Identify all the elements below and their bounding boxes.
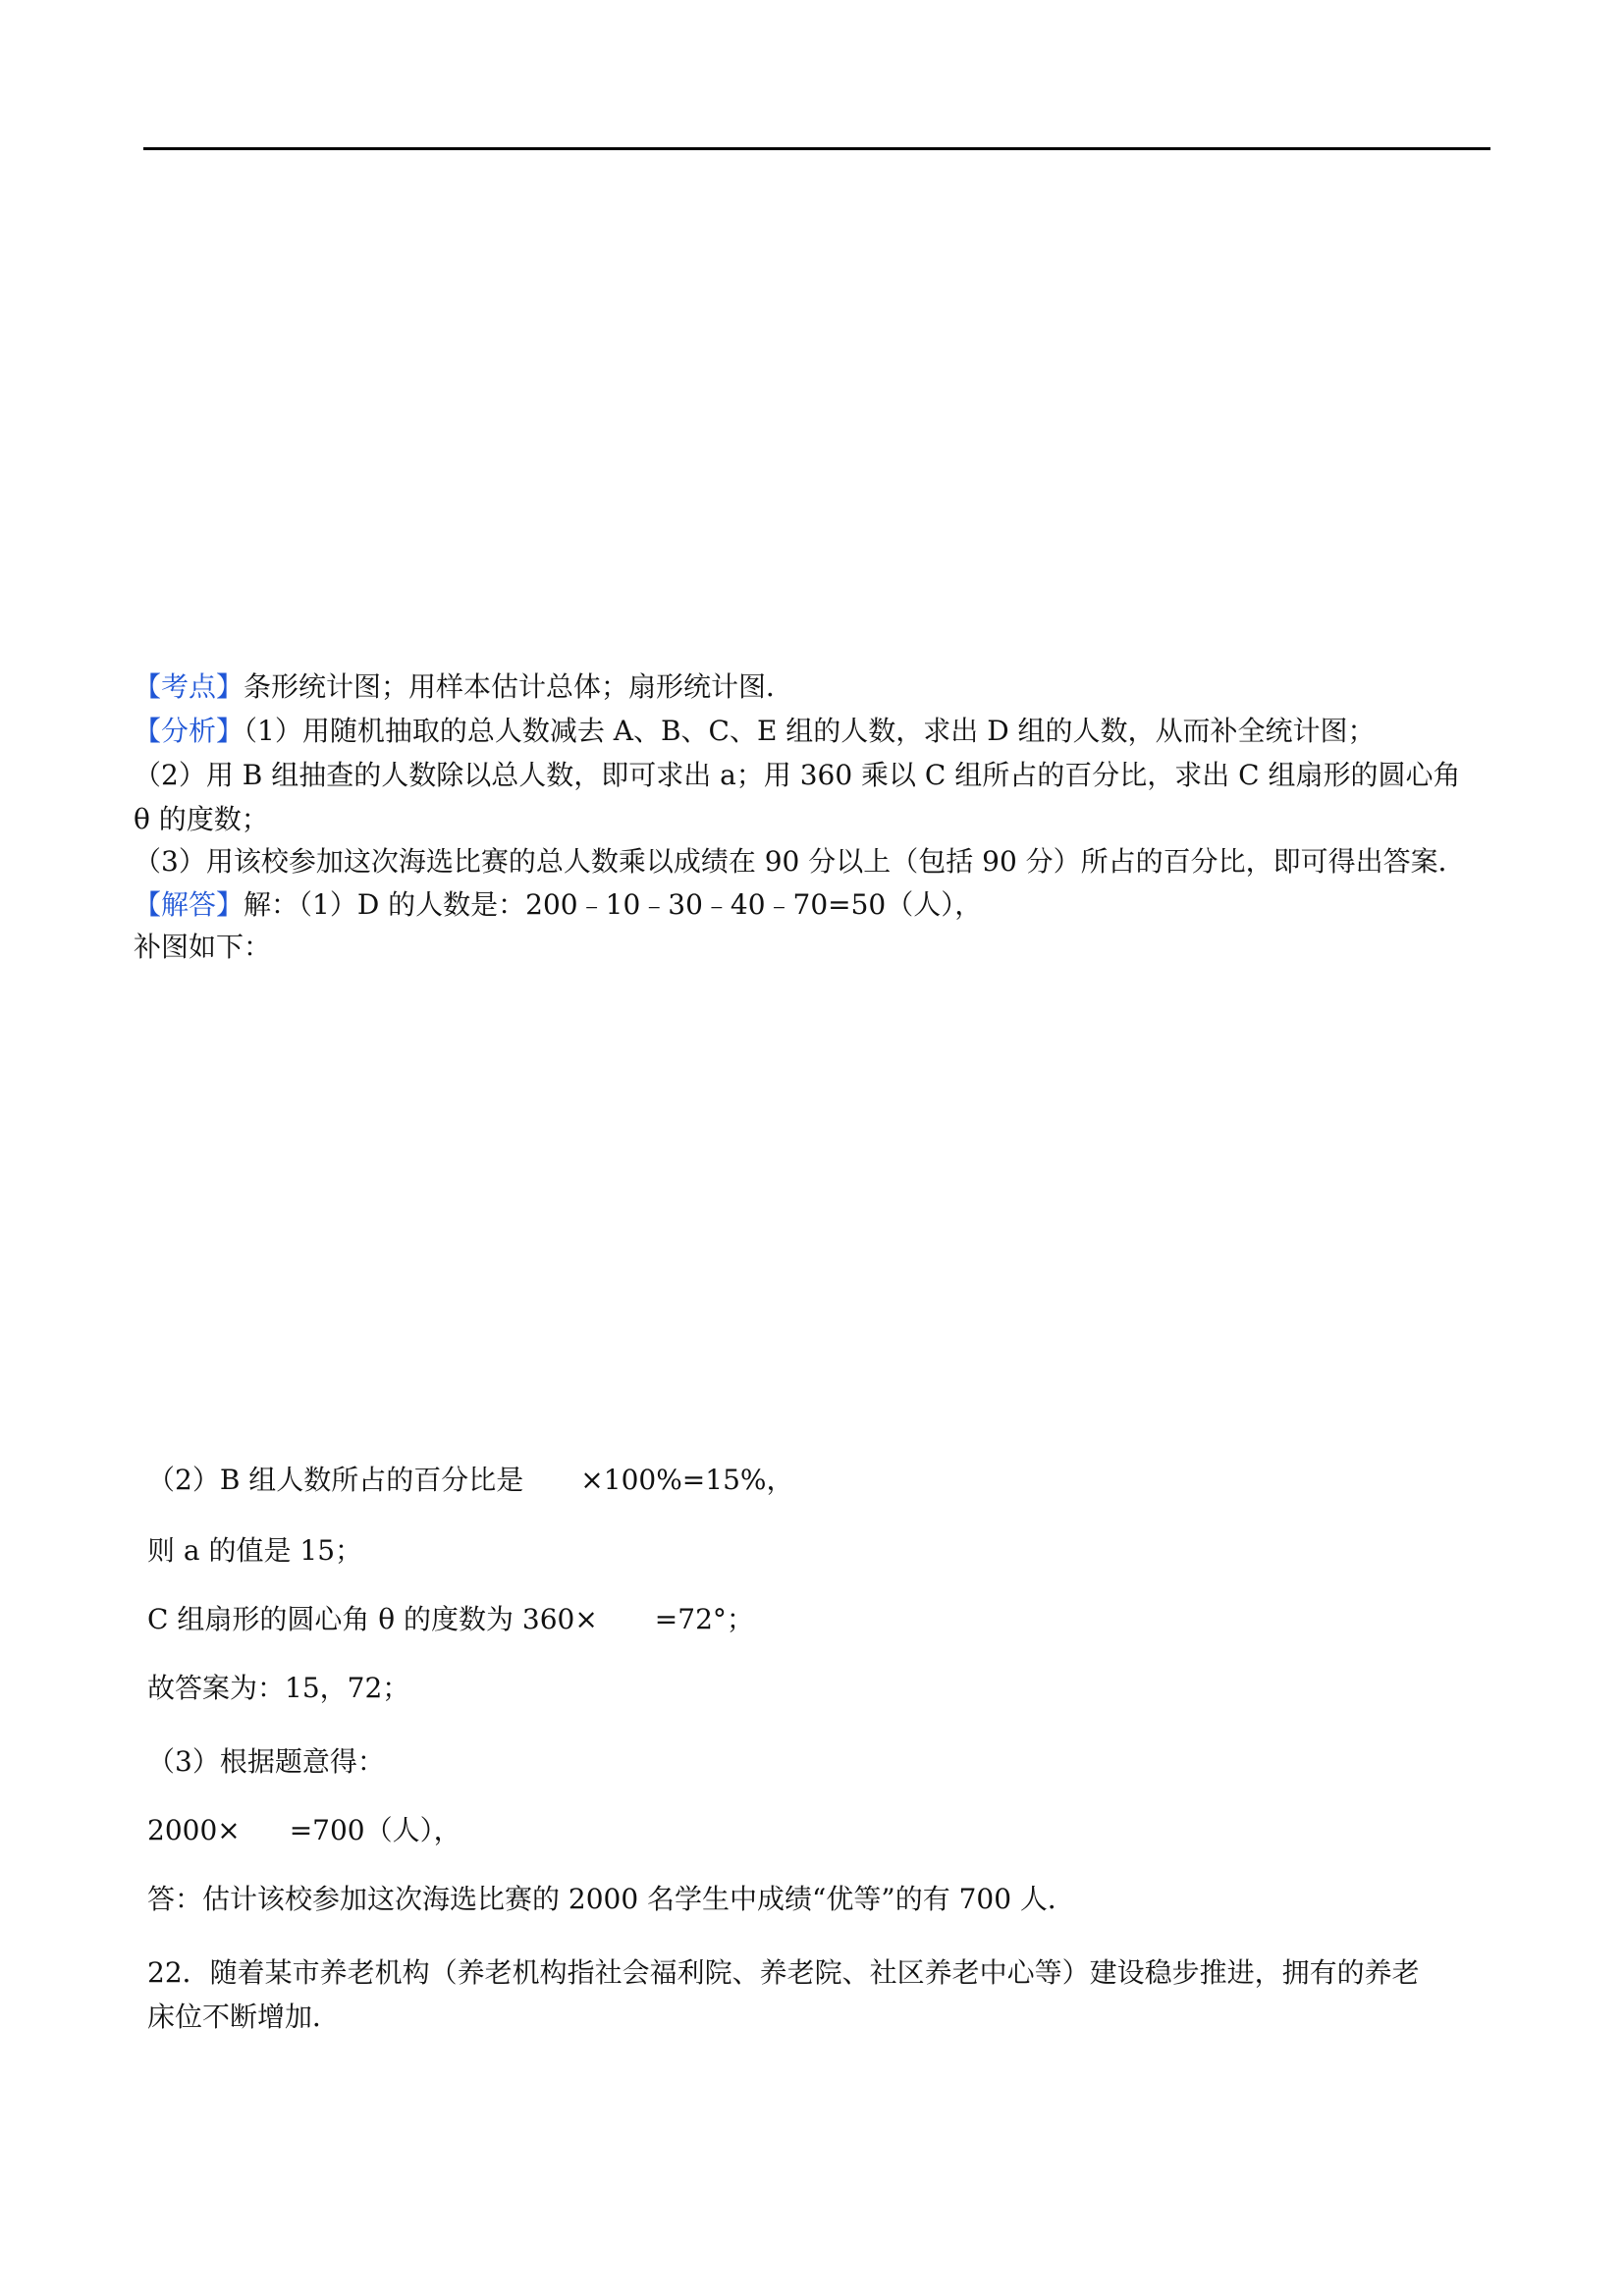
- fenxi-text-2a: （2）用 B 组抽查的人数除以总人数，即可求出 a；用 360 乘以 C 组所占的百分比，求出 C 组扇形的圆心角: [134, 759, 1461, 791]
- fenxi-text-2b: θ 的度数；: [134, 803, 269, 835]
- solution-2-angle-pre: C 组扇形的圆心角 θ 的度数为 360×: [147, 1603, 598, 1635]
- butu-text: 补图如下：: [134, 931, 272, 963]
- fenxi-line-3: [134, 842, 1466, 881]
- question-22-text-1: 22．随着某市养老机构（养老机构指社会福利院、养老院、社区养老中心等）建设稳步推进，拥有的养老: [147, 1956, 1420, 1989]
- solution-3-answer: 答：估计该校参加这次海选比赛的 2000 名学生中成绩“优等”的有 700 人．: [147, 1883, 1075, 1915]
- fenxi-text-3: （3）用该校参加这次海选比赛的总人数乘以成绩在 90 分以上（包括 90 分）所占的百分比，即可得出答案．: [134, 845, 1466, 878]
- solution-3-title: （3）根据题意得：: [147, 1745, 385, 1778]
- jieda-line-1: [134, 885, 982, 925]
- solution-2-percent-post: ×100%=15%，: [580, 1464, 794, 1496]
- solution-3-answer-line: [147, 1880, 1075, 1919]
- solution-2-a: 则 a 的值是 15；: [147, 1534, 363, 1567]
- kaodian-tag: 【考点】: [134, 670, 244, 703]
- solution-2-answer: 故答案为：15，72；: [147, 1672, 410, 1704]
- solution-3-post: =700（人），: [289, 1814, 461, 1846]
- jieda-tag: 【解答】: [134, 888, 244, 921]
- header-rule: [143, 147, 1490, 150]
- question-22-line-1: [147, 1953, 1420, 1993]
- solution-2-percent-line: [147, 1461, 794, 1500]
- solution-2-angle-post: =72°；: [654, 1603, 754, 1635]
- solution-2-angle-line: [147, 1600, 754, 1639]
- solution-2-percent-pre: （2）B 组人数所占的百分比是: [147, 1464, 524, 1496]
- fenxi-line-1: [134, 712, 1376, 751]
- solution-2-a-line: [147, 1531, 362, 1571]
- kaodian-line: [134, 667, 793, 707]
- fenxi-line-2a: [134, 756, 1460, 795]
- fenxi-text-1: （1）用随机抽取的总人数减去 A、B、C、E 组的人数，求出 D 组的人数，从而补全统计图；: [244, 715, 1376, 747]
- fenxi-line-2b: [134, 800, 269, 839]
- solution-3-title-line: [147, 1742, 385, 1782]
- question-22-line-2: [147, 1998, 340, 2037]
- jieda-text-1: 解：（1）D 的人数是：200﹣10﹣30﹣40﹣70=50（人），: [244, 888, 983, 921]
- fenxi-tag: 【分析】: [134, 715, 244, 747]
- kaodian-text: 条形统计图；用样本估计总体；扇形统计图．: [244, 670, 794, 703]
- solution-3-calc-line: [147, 1811, 461, 1850]
- butu-line: [134, 928, 271, 967]
- solution-2-answer-line: [147, 1669, 409, 1708]
- question-22-text-2: 床位不断增加．: [147, 2001, 341, 2033]
- solution-3-pre: 2000×: [147, 1814, 241, 1846]
